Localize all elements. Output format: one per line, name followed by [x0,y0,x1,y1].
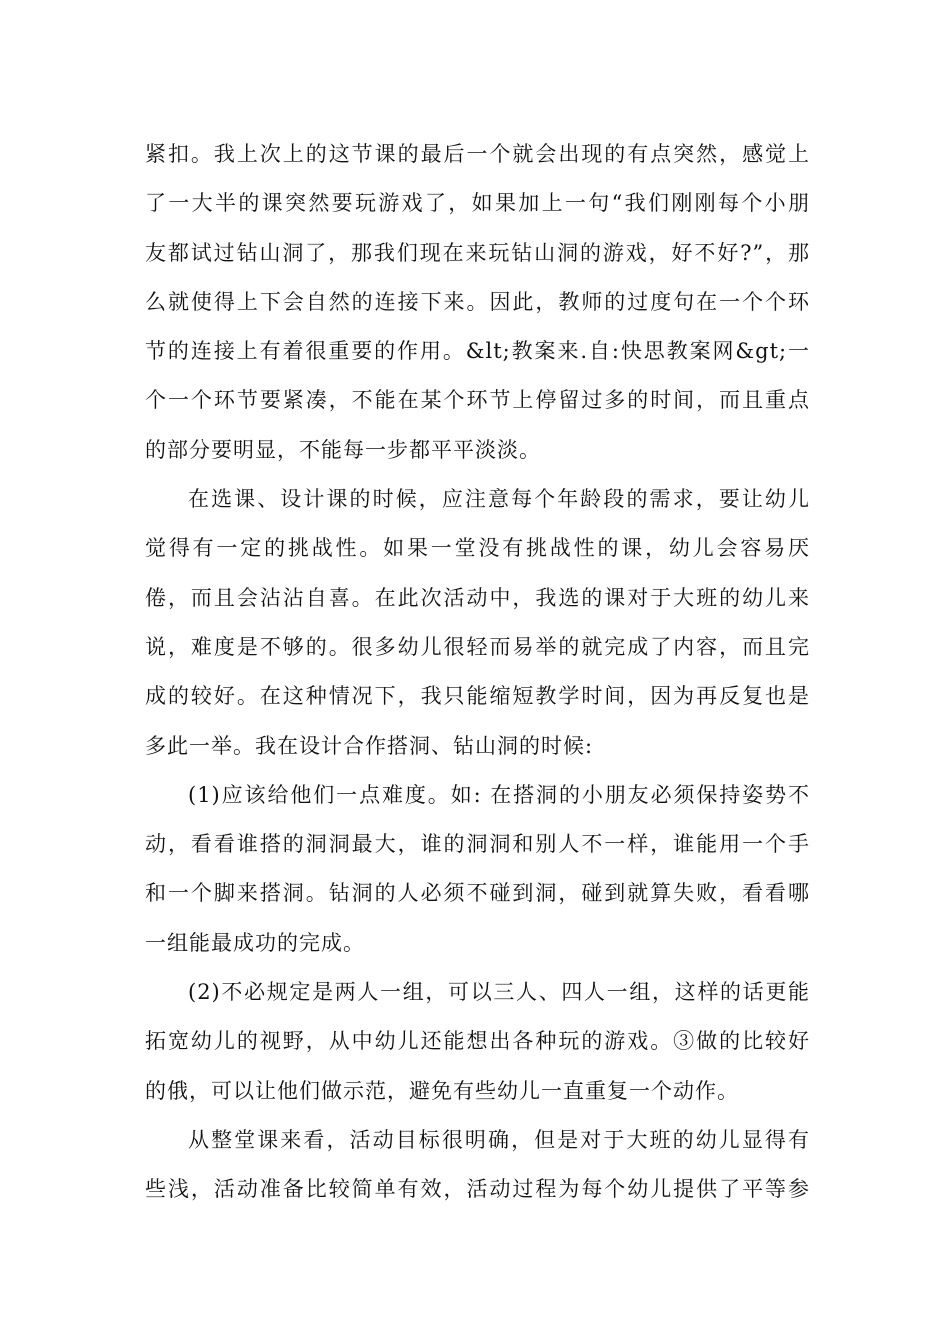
paragraph-first-line: 从整堂课来看，活动目标很明确，但是对于大班的幼儿显得有 [188,1127,810,1152]
text-line: 说，难度是不够的。很多幼儿很轻而易举的就完成了内容，而且完 [145,634,810,659]
text-line: 个一个环节要紧凑，不能在某个环节上停留过多的时间，而且重点 [145,388,810,413]
text-line: 的部分要明显，不能每一步都平平淡淡。 [145,437,541,462]
text-line: 成的较好。在这种情况下，我只能缩短教学时间，因为再反复也是 [145,684,810,709]
text-line: 友都试过钻山洞了，那我们现在来玩钻山洞的游戏，好不好?”，那 [145,240,810,265]
text-line: 拓宽幼儿的视野，从中幼儿还能想出各种玩的游戏。③做的比较好 [145,1029,810,1054]
document-body [145,130,810,1215]
text-line: 了一大半的课突然要玩游戏了，如果加上一句“我们刚刚每个小朋 [145,191,810,216]
text-line: 多此一举。我在设计合作搭洞、钻山洞的时候: [145,733,594,758]
paragraph-first-line: (2)不必规定是两人一组，可以三人、四人一组，这样的话更能 [188,980,810,1005]
text-line: 节的连接上有着很重要的作用。&lt;教案来.自:快思教案网&gt;一 [145,339,810,364]
paragraph-first-line: (1)应该给他们一点难度。如: 在搭洞的小朋友必须保持姿势不 [188,782,810,807]
text-line: 么就使得上下会自然的连接下来。因此，教师的过度句在一个个环 [145,289,810,314]
text-line: 的俄，可以让他们做示范，避免有些幼儿一直重复一个动作。 [145,1078,739,1103]
text-line: 些浅，活动准备比较简单有效，活动过程为每个幼儿提供了平等参 [145,1177,810,1202]
text-line: 倦，而且会沾沾自喜。在此次活动中，我选的课对于大班的幼儿来 [145,585,810,610]
text-line: 动，看看谁搭的洞洞最大，谁的洞洞和别人不一样，谁能用一个手 [145,832,810,857]
paragraph-first-line: 在选课、设计课的时候，应注意每个年龄段的需求，要让幼儿 [188,487,810,512]
text-line: 一组能最成功的完成。 [145,930,365,955]
text-line: 觉得有一定的挑战性。如果一堂没有挑战性的课，幼儿会容易厌 [145,536,810,561]
text-line: 和一个脚来搭洞。钻洞的人必须不碰到洞，碰到就算失败，看看哪 [145,881,810,906]
text-line: 紧扣。我上次上的这节课的最后一个就会出现的有点突然，感觉上 [145,142,810,166]
